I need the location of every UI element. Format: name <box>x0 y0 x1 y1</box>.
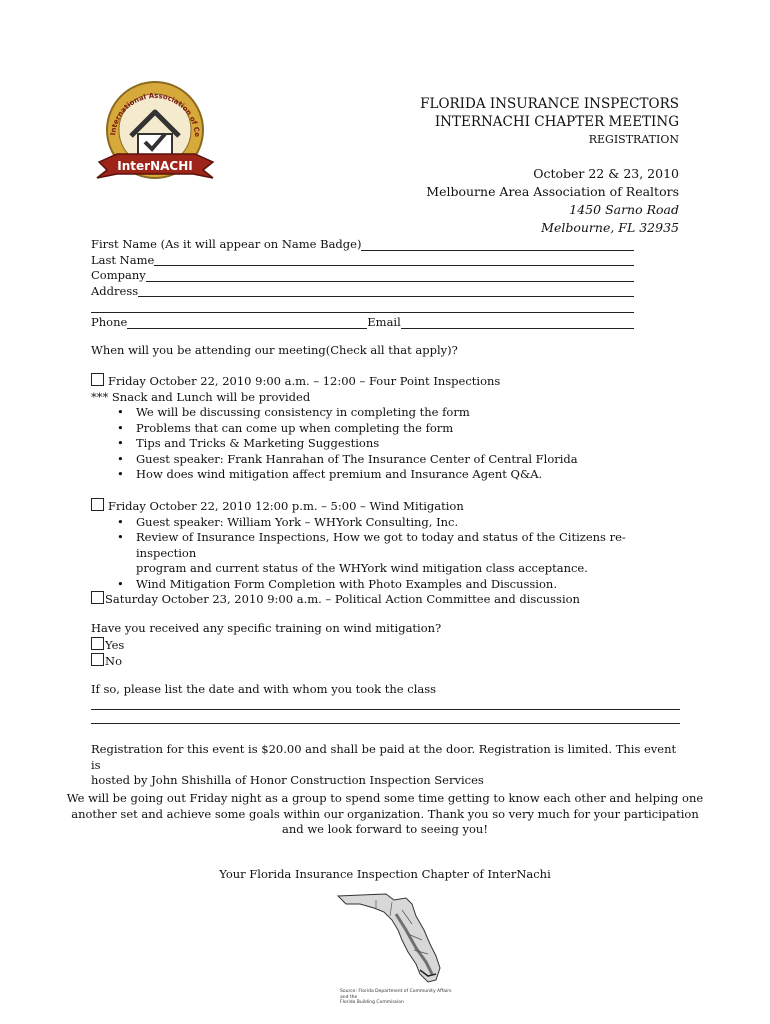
session-1-note: *** Snack and Lunch will be provided <box>91 389 311 404</box>
session-2 <box>91 498 651 592</box>
list-item: • How does wind mitigation affect premium and Insurance Agent Q&A. <box>136 467 651 483</box>
yes-label: Yes <box>105 637 125 652</box>
registration-line-2: hosted by John Shishilla of Honor Construction Inspection Services <box>91 773 484 787</box>
list-item: • Review of Insurance Inspections, How we got to today and status of the Citizens re-inspection <box>136 530 651 561</box>
session-2-bullets <box>91 515 651 593</box>
address-label: Address <box>91 283 139 298</box>
yes-checkbox[interactable] <box>91 637 104 650</box>
session-3-checkbox[interactable] <box>91 591 104 604</box>
session-2-title: Friday October 22, 2010 12:00 p.m. – 5:00 – Wind Mitigation <box>108 499 464 513</box>
no-label: No <box>105 654 122 668</box>
list-item <box>136 561 651 577</box>
address-field[interactable] <box>91 284 634 300</box>
logo-text: InterNACHI <box>117 159 193 173</box>
phone-field[interactable] <box>127 317 367 329</box>
closing-paragraph <box>60 791 710 838</box>
logo-ring-text: International Association of Ce <box>109 91 202 138</box>
session-1-title: Friday October 22, 2010 9:00 a.m. – 12:00 – Four Point Inspections <box>108 374 501 388</box>
ifso-label: If so, please list the date and with whom you took the class <box>91 682 437 696</box>
header-venue: Melbourne Area Association of Realtors <box>426 184 679 199</box>
session-3 <box>91 591 651 608</box>
session-1 <box>91 373 651 483</box>
list-item-continuation: program and current status of the WHYork wind mitigation class acceptance. <box>136 561 588 575</box>
session-1-checkbox[interactable] <box>91 373 104 386</box>
company-field[interactable] <box>91 268 634 284</box>
list-item: • Problems that can come up when completing the form <box>136 421 651 437</box>
header-date: October 22 & 23, 2010 <box>533 166 679 181</box>
training-details <box>91 682 680 724</box>
registration-line-1: Registration for this event is $20.00 and shall be paid at the door. Registration is limited. This event is <box>91 742 677 772</box>
last-name-field[interactable] <box>91 253 634 269</box>
list-item: • We will be discussing consistency in completing the form <box>136 405 651 421</box>
map-source-line-1: Source: Florida Department of Community Affairs and the <box>340 989 452 1000</box>
session-2-checkbox[interactable] <box>91 498 104 511</box>
training-question: Have you received any specific training on wind mitigation? <box>91 621 442 635</box>
map-source-line-2: Florida Building Commission <box>340 1000 404 1005</box>
last-name-label: Last Name <box>91 252 155 267</box>
header-line2: INTERNACHI CHAPTER MEETING <box>434 114 679 130</box>
list-item: • Tips and Tricks & Marketing Suggestions <box>136 436 651 452</box>
session-3-title: Saturday October 23, 2010 9:00 a.m. – Political Action Committee and discussion <box>105 592 580 606</box>
training-section <box>91 621 651 670</box>
phone-email-row <box>91 315 634 331</box>
header-street: 1450 Sarno Road <box>569 202 679 217</box>
signoff: Your Florida Insurance Inspection Chapter of InterNachi <box>219 867 551 881</box>
internachi-logo <box>95 78 217 190</box>
registration-note <box>91 742 681 789</box>
header-registration: REGISTRATION <box>588 133 679 146</box>
phone-label: Phone <box>91 315 128 329</box>
first-name-label: First Name (As it will appear on Name Badge) <box>91 237 362 251</box>
list-item: • Wind Mitigation Form Completion with Photo Examples and Discussion. <box>136 577 651 593</box>
first-name-field[interactable] <box>91 237 634 253</box>
training-details-line-2[interactable] <box>91 710 680 724</box>
session-1-bullets <box>91 405 651 483</box>
training-details-line-1[interactable] <box>91 698 680 710</box>
no-checkbox[interactable] <box>91 653 104 666</box>
address-line-2[interactable] <box>91 299 634 313</box>
header-city: Melbourne, FL 32935 <box>541 220 679 235</box>
attend-question: When will you be attending our meeting(Check all that apply)? <box>91 343 458 357</box>
header-line1: FLORIDA INSURANCE INSPECTORS <box>420 96 679 112</box>
email-label: Email <box>367 315 401 329</box>
meeting-header <box>420 95 679 237</box>
closing-line-3: and we look forward to seeing you! <box>282 822 488 836</box>
closing-line-1: We will be going out Friday night as a group to spend some time getting to know each other and helping one <box>66 791 704 805</box>
registration-form <box>91 237 634 331</box>
florida-map <box>336 890 456 1005</box>
closing-line-2: another set and achieve some goals within our organization. Thank you so very much for your participation <box>71 806 699 821</box>
email-field[interactable] <box>401 317 634 329</box>
company-label: Company <box>91 268 146 282</box>
list-item: • Guest speaker: Frank Hanrahan of The Insurance Center of Central Florida <box>136 452 651 468</box>
list-item: • Guest speaker: William York – WHYork Consulting, Inc. <box>136 515 651 531</box>
